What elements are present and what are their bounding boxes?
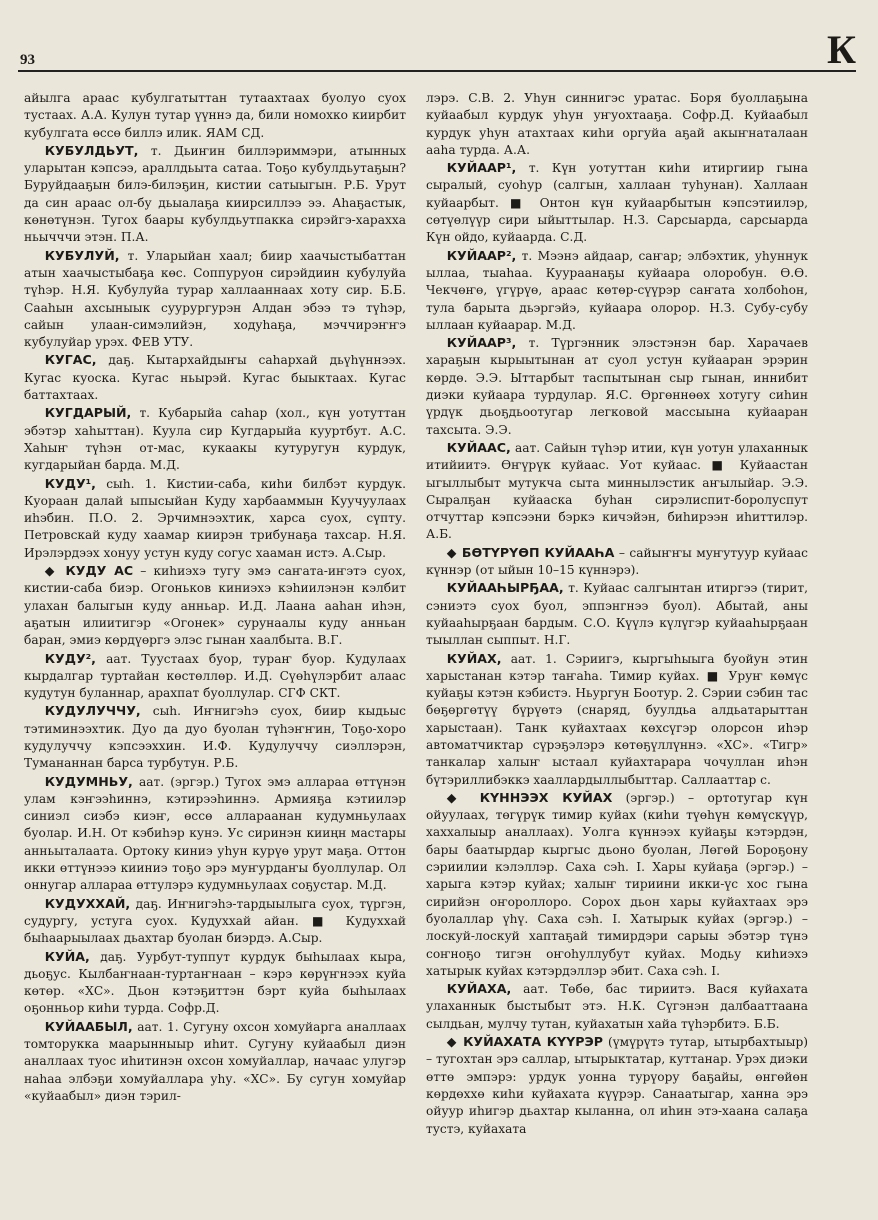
dictionary-entry-kuyaabyl-continued bbox=[426, 90, 808, 159]
entry-headword: ◆ БӨТҮРҮӨП КУЙААҺА bbox=[446, 544, 615, 560]
entry-text: т. Түргэнник элэстэнэн бар. Харачаев хараҕын кырыытынан ат суол устун куйааран эрэрин көрдө. Э.Э. Ыттарбыт таспытынан сыр гынан, иннибит диэки куйаара турдулар. Я.С. Өргөннөөх хотугу сиһин үрдүк дьоҕдьоотугар легковой массыына куйааран тахсыта. Э.Э. bbox=[426, 336, 808, 437]
dictionary-entry-kuyakh bbox=[426, 650, 808, 789]
entry-headword: ◆ КУДУ АС bbox=[44, 563, 134, 579]
entry-text: т. Куйаас салгынтан итиргээ (тирит, сэниэтэ суох буол, эппэнгнээ буол). Абытай, аны куйааһырҕаан бардым. С.О. Күүлэ күлүгэр куйааһырҕаан тыыллан сыппыт. Н.Г. bbox=[426, 581, 808, 648]
dictionary-entry-boturuop-kuyaaha bbox=[426, 544, 808, 580]
entry-text: сыһ. 1. Кистии-саба, киһи билбэт курдук. Куораан далай ыпысыйан Куду харбааммын Куучуулаах иһэбин. П.О. 2. Эрчимнээхтик, харса суох, сүпту. Петровскай куду хаамар киирэн трибунаҕа тахсар. Н.Я. Ирэлэрдээх хонуу устун куду согус хааман истэ. А.Сыр. bbox=[24, 476, 406, 560]
dictionary-entry-kuyaas bbox=[426, 439, 808, 544]
entry-headword: КУЙААР³, bbox=[446, 335, 517, 351]
entry-text: аат. Сайын түһэр итии, күн уотун улаханнык итийиитэ. Өҥүрүк куйаас. Уот куйаас. ■ Куйаастан ыгыллыбыт мутукча сыта миннылэстик аҥылыйар. Э.Э. Сыралҕан куйааска буһан сирэлиспит-боролуспут отчуттар кэпсээни бэркэ кичэйэн, биһирээн иһиттилэр. А.Б. bbox=[426, 440, 808, 542]
dictionary-entry-kudu-as bbox=[24, 562, 406, 649]
dictionary-entry-kugdaryi bbox=[24, 404, 406, 474]
dictionary-entry-kubuldut bbox=[24, 142, 406, 247]
dictionary-entry-kuyaar2 bbox=[426, 247, 808, 334]
entry-headword: КУЙААБЫЛ, bbox=[44, 1018, 133, 1034]
entry-text: (үмүрүтэ тутар, ытырбахтыыр) – тугохтан эрэ саллар, ытырыктатар, куттанар. Урэх диэки өттө эмпэрэ: урдук уонна турүору баҕайы, өнгөйөн көрдөххө киһи куйахата күүрэр. Санаатыгар, ханна эрэ ойуур иһигэр дьахтар кыланна, ол иһин этэ-хаана салаҕа тустэ, куйахата bbox=[426, 1035, 808, 1136]
entry-text: – киһиэхэ тугу эмэ саҥата-иҥэтэ суох, кистии-саба биэр. Огоньков киниэхэ кэһиилэнэн кэлбит улахан балыгын куду анньар. И.Д. Лаана ааһан иһэн, аҕатын илиитигэр «Огонек» сурунаалы куду анньан баран, эмиэ көрдүөргэ элэс гынан хаалбыта. В.Г. bbox=[24, 564, 406, 648]
entry-text: даҕ. Кытархайдыҥы саһархай дьүһүннээх. Кугас куоска. Кугас ньырэй. Кугас быыктаах. Кугас баттахтаах. bbox=[24, 353, 406, 403]
entry-headword: КУЙААС, bbox=[446, 439, 511, 455]
entry-text: т. Күн уотуттан киһи итиргиир гына сыралый, суоһур (салгын, халлаан туһунан). Халлаан куйаарбыт. ■ Онтон күн куйаарбытын кэпсэтиилэр, сөтүөлүүр сири ыйыттылар. Н.З. Сарсыарда, сарсыарда Күн ойдо, куйаарда. С.Д. bbox=[426, 161, 808, 245]
entry-text: т. Уларыйан хаал; биир хаачыстыбаттан атын хаачыстыбаҕа көс. Соппуруон сирэйдиин кубулуйа түһэр. Н.Я. Кубулуйа турар халлааннаах хоту сир. Б.Б. Сааһын ахсыныык суурургурэн Алдан эбээ тэ түһэр, сайын улаан-симэлийэн, ходуһаҕа, мэччирэҥҥэ кубулуйар урэх. ФЕВ УТУ. bbox=[24, 248, 406, 350]
dictionary-entry-kubului bbox=[24, 247, 406, 352]
dictionary-entry-kuyaahyrgaa bbox=[426, 579, 808, 649]
entry-headword: ◆ КҮННЭЭХ КУЙАХ bbox=[446, 789, 613, 805]
entry-text: (эргэр.) – ортотугар күн ойуулаах, төгүрүк тимир куйах (киһи түөһүн көмүскүүр, хаххалыыр аналлаах). Уолга күннээх куйаҕы кэтэрдэн, бары баатырдар кыргыс дьоно буолан, Лөгөй Бороҕону сэриилии кэлэллэр. Саха сэһ. I. Хары куйаҕа (эргэр.) – харыга кэтэр куйах; халыҥ тириини икки-үс хос гына сирийэн оҥороллоро. Сорох дьон хары куйахтаах эрэ буолаллар үһү. Саха сэһ. I. Хатырык куйах (эргэр.) – лоскуй-лоскуй хаптаҕай тимирдэри сарыы эбэтэр түнэ соҥноҕо тигэн оҥоһуллубут куйах. Модьу киһиэхэ хатырык куйах кэтэрдэллэр эбит. Саха сэһ. I. bbox=[426, 790, 808, 978]
entry-text: т. Кубарыйа саһар (хол., күн уотуттан эбэтэр хаһыттан). Куула сир Кугдарыйа кууртбут. А.С. Хаһыҥ түһэн от-мас, кукаакы кутуругун курдук, кугдарыйан барда. М.Д. bbox=[24, 406, 406, 473]
entry-text: даҕ. Уурбут-туппут курдук быһылаах кыра, дьоҕус. Кылбаҥнаан-туртаҥнаан – кэрэ көрүҥнээх куйа көтөр. «ХС». Дьон кэтэҕиттэн бэрт куйа быһылаах оҕонньор киһи турда. Софр.Д. bbox=[24, 949, 406, 1016]
dictionary-entry-kugas bbox=[24, 351, 406, 404]
right-column bbox=[426, 90, 808, 1205]
entry-text: айылга араас кубулгатыттан тутаахтаах буолуо суох тустаах. А.А. Кулун тутар үүннэ да, били номохко киирбит кубулгата өссө биллэ илик. ЯАМ СД. bbox=[24, 91, 406, 140]
entry-headword: КУГДАРЫЙ, bbox=[44, 405, 132, 421]
dictionary-entry-kudu2 bbox=[24, 650, 406, 703]
dictionary-entry-kudu1 bbox=[24, 475, 406, 562]
entry-headword: КУБУЛДЬУТ, bbox=[44, 142, 139, 158]
dictionary-entry-kunneekh-kuyakh bbox=[426, 789, 808, 980]
entry-headword: КУЙАХ, bbox=[446, 650, 502, 666]
entry-headword: КУДУЛУЧЧУ, bbox=[44, 703, 141, 719]
dictionary-entry-kudumnu bbox=[24, 773, 406, 895]
entry-text: – сайыҥҥы муҥутуур куйаас күннэр (от ыйын 10–15 күннэрэ). bbox=[426, 545, 808, 578]
entry-text: аат. Төбө, бас тириитэ. Вася куйахата улаханнык быстыбыт этэ. Н.К. Сүгэнэн далбааттаана сылдьан, мулчу тутан, куйахатын хайа түһэрбитэ. Б.Б. bbox=[426, 982, 808, 1031]
entry-text: сыһ. Иҥнигэһэ суох, биир кыдьыс тэтиминээхтик. Дуо да дуо буолан түһэҥҥин, Тоҕо-хоро кудулуччу кэпсээххин. И.Ф. Кудулуччу сиэллэрэн, Тумананнан барса турбутун. Р.Б. bbox=[24, 704, 406, 771]
dictionary-entry-kuyaar3 bbox=[426, 334, 808, 439]
entry-text: даҕ. Иҥнигэһэ-тардыылыга суох, түргэн, судургу, устуга суох. Кудуххай айан. ■ Кудуххай быһаарыылаах дьахтар буолан биэрдэ. А.Сыр. bbox=[24, 896, 406, 946]
entry-text: лэрэ. С.В. 2. Уһун синнигэс уратас. Боря буоллаҕына куйаабыл курдук уһун уҥуохтааҕа. Софр.Д. Куйаабыл курдук уһун атахтаах киһи оргуйа аҕай акыҥнаталаан ааһа турда. А.А. bbox=[426, 91, 808, 157]
entry-headword: КУЙААР², bbox=[446, 247, 517, 263]
dictionary-entry-kuduhkhai bbox=[24, 895, 406, 948]
entry-headword: КУЙА, bbox=[44, 948, 90, 964]
entry-headword: КУЙААР¹, bbox=[446, 160, 517, 176]
entry-headword: ◆ КУЙАХАТА КҮҮРЭР bbox=[446, 1034, 603, 1050]
dictionary-entry-kuyakha bbox=[426, 980, 808, 1033]
entry-headword: КУДУ², bbox=[44, 650, 96, 666]
header-rule bbox=[18, 70, 856, 72]
page-number: 93 bbox=[20, 52, 35, 68]
section-letter: К bbox=[826, 27, 856, 72]
entry-text: аат. Туустаах буор, тураҥ буор. Кудулаах кырдалгар туртайан көстөллөр. И.Д. Сүөһүлэрбит алаас кудутун буланнар, арахпат буоллулар. СГФ СКТ. bbox=[24, 651, 406, 701]
dictionary-entry-kuyaar1 bbox=[426, 159, 808, 246]
entry-text: т. Мээнэ айдаар, саҥар; элбэхтик, уһуннук ыллаа, тыаһаа. Куураанаҕы куйаара олоробун. Ө.Ө. Чекчөҥө, үгүрүө, араас көтөр-сүүрэр саҥата холбоһон, тула барыта дьэргэйэ, куйаара олорор. Н.З. Субу-субу ыллаан куйаарар. М.Д. bbox=[426, 248, 808, 332]
entry-headword: КУЙАХА, bbox=[446, 981, 512, 997]
dictionary-entry-kuyaabyl bbox=[24, 1018, 406, 1105]
entry-headword: КУБУЛУЙ, bbox=[44, 247, 120, 263]
dictionary-entry-kuduluchchu bbox=[24, 702, 406, 772]
left-column bbox=[24, 90, 406, 1205]
entry-headword: КУДУ¹, bbox=[44, 475, 96, 491]
dictionary-entry-kuyakhata-kuurer bbox=[426, 1033, 808, 1138]
entry-headword: КУДУМНЬУ, bbox=[44, 773, 133, 789]
entry-text: т. Дьиҥин биллэриммэри, атынных уларытан кэпсээ, араллдьыта сатаа. Тоҕо кубулдьутаҕын? Буруйдааҕын билэ-билэҕин, кистии сатыыгын. Р.Б. Урут да син араас ол-бу дьыалаҕа киирсиллээ ээ. Аһаҕастык, көнөтүнэн. Тугох баары кубулдьутпакка сирэйгэ-харахха ньычччи этэн. П.А. bbox=[24, 143, 406, 245]
entry-text: аат. (эргэр.) Тугох эмэ аллараа өттүнэн улам кэҥээһиннэ, кэтирээһиннэ. Армияҕа кэтиилэр синиэл сиэбэ киэҥ, өссө аллараанан кудумньулаах буолар. И.Н. От кэбиһэр кунэ. Ус сиринэн кииңн мастары анньыталаата. Ортоку киниэ уһун курүө урут маҕа. Оттон икки өттүнэээ кииниэ тоҕо эрэ муҥурдаҥы буоллулар. Ол оннугар аллараа өттулэрэ кудумньулаах соҕустар. М.Д. bbox=[24, 774, 406, 893]
entry-headword: КУЙААҺЫРҔАА, bbox=[446, 580, 564, 596]
dictionary-entry-intro bbox=[24, 90, 406, 142]
entry-headword: КУГАС, bbox=[44, 352, 97, 368]
entry-headword: КУДУХХАЙ, bbox=[44, 895, 131, 911]
entry-text: аат. 1. Сэриигэ, кыргыһыыга буойун этин харыстанан кэтэр таҥаһа. Тимир куйах. ■ Уруҥ көмүс куйаҕы кэтэн кэбистэ. Ньургун Боотур. 2. Сэрии сэбин тас бөҕөргөтүү бүрүөтэ (снаряд, буулдьа алдьатарыттан харыстаан). Танк куйахтаах көхсүгэр олорсон иһэр автоматчиктар сүрэҕэлэрэ көтөҕүллүннэ. «ХС». «Тигр» танкалар халыҥ ыстаал куйахтарара чочуллан иһэн бүтэриллибэккэ хааллардыллыбыттар. Саллааттар с. bbox=[426, 651, 808, 787]
entry-text: аат. 1. Сугуну охсон хомуйарга аналлаах томторукка маарынныыр иһит. Сугуну куйаабыл диэн аналлаах туос иһитинэн охсон хомуйаллар, начаас улугэр наһаа элбэҕи хомуйаллара уһу. «ХС». Бу сугун хомуйар «куйаабыл» диэн тэрил- bbox=[24, 1019, 406, 1103]
dictionary-entry-kuya bbox=[24, 948, 406, 1018]
